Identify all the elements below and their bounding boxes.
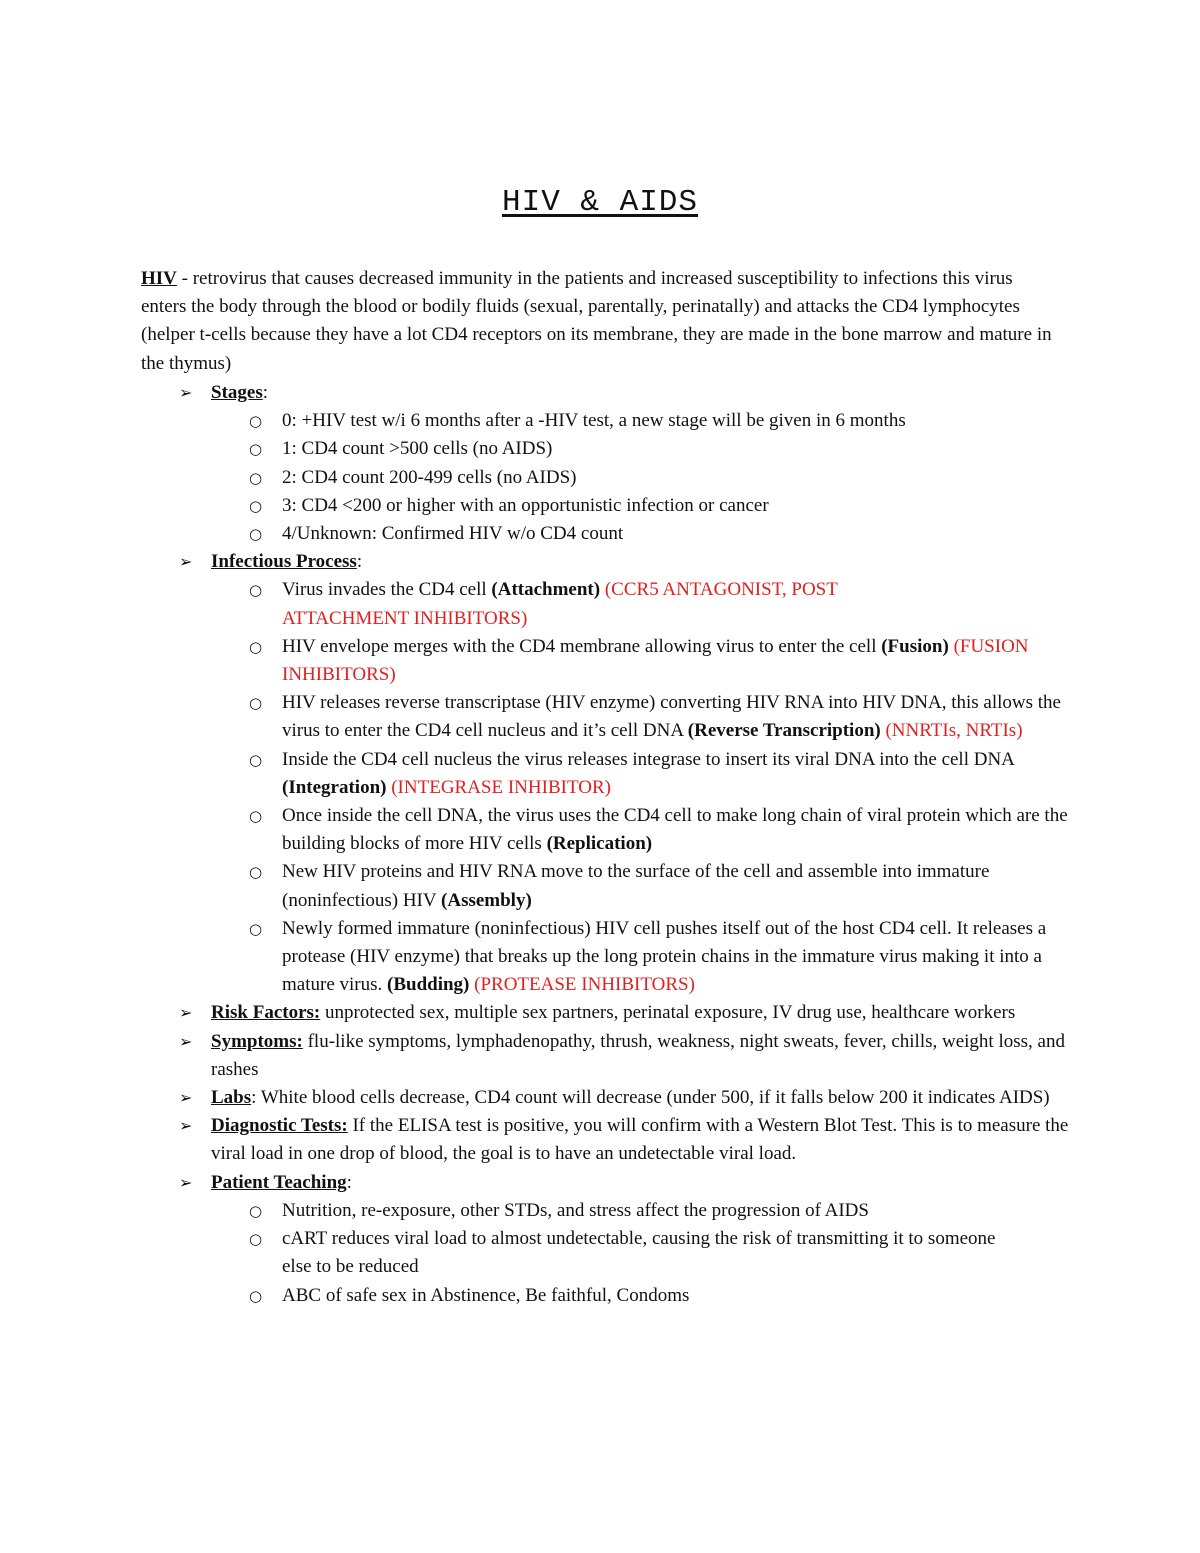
section-heading: Labs — [211, 1087, 252, 1109]
list-item: ○ cART reduces viral load to almost undetectable, causing the risk of transmitting it to someone else to be reduced — [141, 1225, 1071, 1281]
bullet-list — [141, 379, 1071, 1310]
section-heading: Diagnostic Tests: — [211, 1115, 348, 1137]
arrow-bullet-icon: ➢ — [179, 552, 193, 572]
circle-bullet-icon: ○ — [249, 581, 263, 600]
list-item: ○ Nutrition, re-exposure, other STDs, and stress affect the progression of AIDS — [141, 1197, 1071, 1225]
list-item: ○ 0: +HIV test w/i 6 months after a -HIV test, a new stage will be given in 6 months — [141, 407, 1071, 435]
arrow-bullet-icon: ➢ — [179, 1172, 193, 1192]
circle-bullet-icon: ○ — [249, 525, 263, 544]
section-heading: Symptoms: — [211, 1030, 303, 1052]
section-symptoms: ➢ Symptoms: flu-like symptoms, lymphadenopathy, thrush, weakness, night sweats, fever, chills, weight loss, and rashes — [141, 1028, 1071, 1084]
circle-bullet-icon: ○ — [249, 637, 263, 656]
list-item: ○ Virus invades the CD4 cell (Attachment) (CCR5 ANTAGONIST, POST ATTACHMENT INHIBITORS) — [141, 576, 1071, 632]
section-diagnostic-tests: ➢ Diagnostic Tests: If the ELISA test is positive, you will confirm with a Western Blot Test. This is to measure the viral load in one drop of blood, the goal is to have an undetectable viral load. — [141, 1112, 1071, 1168]
section-stages: ➢ Stages: — [141, 379, 1071, 407]
list-item: ○ Once inside the cell DNA, the virus uses the CD4 cell to make long chain of viral protein which are the building blocks of more HIV cells (Replication) — [141, 802, 1071, 858]
intro-term: HIV — [141, 268, 177, 289]
list-item: ○ HIV envelope merges with the CD4 membrane allowing virus to enter the cell (Fusion) (FUSION INHIBITORS) — [141, 633, 1071, 689]
circle-bullet-icon: ○ — [249, 919, 263, 938]
circle-bullet-icon: ○ — [249, 750, 263, 769]
circle-bullet-icon: ○ — [249, 807, 263, 826]
list-item: ○ 2: CD4 count 200-499 cells (no AIDS) — [141, 464, 1071, 492]
circle-bullet-icon: ○ — [249, 863, 263, 882]
list-item: ○ Inside the CD4 cell nucleus the virus releases integrase to insert its viral DNA into the cell DNA (Integration) (INTEGRASE INHIBITOR) — [141, 746, 1071, 802]
arrow-bullet-icon: ➢ — [179, 1116, 193, 1136]
arrow-bullet-icon: ➢ — [179, 1003, 193, 1023]
section-heading: Risk Factors: — [211, 1002, 321, 1024]
section-labs: ➢ Labs: White blood cells decrease, CD4 count will decrease (under 500, if it falls below 200 it indicates AIDS) — [141, 1084, 1071, 1112]
section-heading: Patient Teaching — [211, 1171, 347, 1193]
arrow-bullet-icon: ➢ — [179, 383, 193, 402]
section-heading: Infectious Process — [211, 551, 357, 573]
circle-bullet-icon: ○ — [249, 1286, 263, 1305]
circle-bullet-icon: ○ — [249, 1201, 263, 1220]
circle-bullet-icon: ○ — [249, 412, 263, 431]
section-heading: Stages — [211, 382, 263, 403]
section-risk-factors: ➢ Risk Factors: unprotected sex, multiple sex partners, perinatal exposure, IV drug use, healthcare workers — [141, 999, 1071, 1027]
circle-bullet-icon: ○ — [249, 1230, 263, 1249]
page-title: HIV & AIDS — [501, 185, 699, 220]
circle-bullet-icon: ○ — [249, 496, 263, 515]
circle-bullet-icon: ○ — [249, 440, 263, 459]
arrow-bullet-icon: ➢ — [179, 1088, 193, 1108]
section-infectious-process: ➢ Infectious Process: — [141, 548, 1071, 576]
intro-text: - retrovirus that causes decreased immunity in the patients and increased susceptibility to infections this virus enters the body through the blood or bodily fluids (sexual, parentally, perinatally) and attacks the CD4 lymphocytes (helper t-cells because they have a lot CD4 receptors on its membrane, they are made in the bone marrow and mature in the thymus) — [141, 268, 1052, 374]
list-item: ○ New HIV proteins and HIV RNA move to the surface of the cell and assemble into immature (noninfectious) HIV (Assembly) — [141, 858, 1071, 914]
list-item: ○ 3: CD4 <200 or higher with an opportunistic infection or cancer — [141, 492, 1071, 520]
list-item: ○ Newly formed immature (noninfectious) HIV cell pushes itself out of the host CD4 cell. It releases a protease (HIV enzyme) that breaks up the long protein chains in the immature virus making it into a mature virus. (Budding) (PROTEASE INHIBITORS) — [141, 915, 1071, 1000]
circle-bullet-icon: ○ — [249, 694, 263, 713]
circle-bullet-icon: ○ — [249, 468, 263, 487]
list-item: ○ ABC of safe sex in Abstinence, Be faithful, Condoms — [141, 1282, 1071, 1310]
list-item: ○ HIV releases reverse transcriptase (HIV enzyme) converting HIV RNA into HIV DNA, this allows the virus to enter the CD4 cell nucleus and it’s cell DNA (Reverse Transcription) (NNRTIs, NRTIs) — [141, 689, 1071, 745]
intro-paragraph — [141, 265, 1061, 378]
list-item: ○ 1: CD4 count >500 cells (no AIDS) — [141, 435, 1071, 463]
section-patient-teaching: ➢ Patient Teaching: — [141, 1169, 1071, 1197]
arrow-bullet-icon: ➢ — [179, 1031, 193, 1051]
list-item: ○ 4/Unknown: Confirmed HIV w/o CD4 count — [141, 520, 1071, 548]
